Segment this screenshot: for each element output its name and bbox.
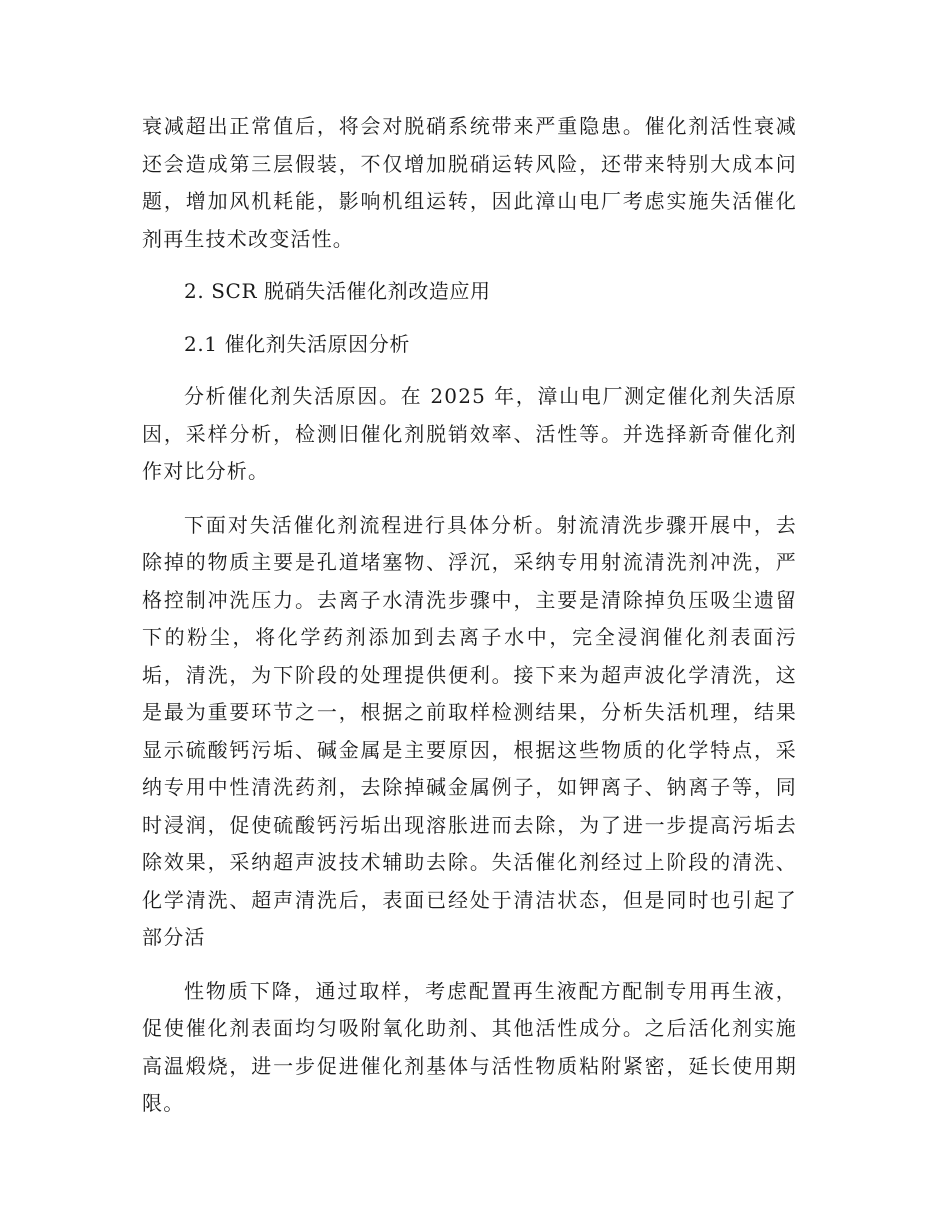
- paragraph-continuation: 衰减超出正常值后，将会对脱硝系统带来严重隐患。催化剂活性衰减还会造成第三层假装，不仅增加脱硝运转风险，还带来特别大成本问题，增加风机耗能，影响机组运转，因此漳山电厂考虑实施失活催化剂再生技术改变活性。: [142, 114, 797, 251]
- paragraph-cause-analysis: 分析催化剂失活原因。在 2025 年，漳山电厂测定催化剂失活原因，采样分析，检测旧催化剂脱销效率、活性等。并选择新奇催化剂作对比分析。: [142, 384, 797, 483]
- paragraph-process-analysis: 下面对失活催化剂流程进行具体分析。射流清洗步骤开展中，去除掉的物质主要是孔道堵塞物、浮沉，采纳专用射流清洗剂冲洗，严格控制冲洗压力。去离子水清洗步骤中，主要是清除掉负压吸尘遗留下的粉尘，将化学药剂添加到去离子水中，完全浸润催化剂表面污垢，清洗，为下阶段的处理提供便利。接下来为超声波化学清洗，这是最为重要环节之一，根据之前取样检测结果，分析失活机理，结果显示硫酸钙污垢、碱金属是主要原因，根据这些物质的化学特点，采纳专用中性清洗药剂，去除掉碱金属例子，如钾离子、钠离子等，同时浸润，促使硫酸钙污垢出现溶胀进而去除，为了进一步提高污垢去除效果，采纳超声波技术辅助去除。失活催化剂经过上阶段的清洗、化学清洗、超声清洗后，表面已经处于清洁状态，但是同时也引起了部分活: [142, 512, 797, 949]
- document-page: [142, 108, 797, 1123]
- section-heading: 2. SCR 脱硝失活催化剂改造应用: [184, 279, 491, 303]
- subsection-heading: 2.1 催化剂失活原因分析: [184, 331, 410, 356]
- paragraph-regeneration: 性物质下降，通过取样，考虑配置再生液配方配制专用再生液，促使催化剂表面均匀吸附氧化助剂、其他活性成分。之后活化剂实施高温煅烧，进一步促进催化剂基体与活性物质粘附紧密，延长使用期限。: [142, 978, 797, 1115]
